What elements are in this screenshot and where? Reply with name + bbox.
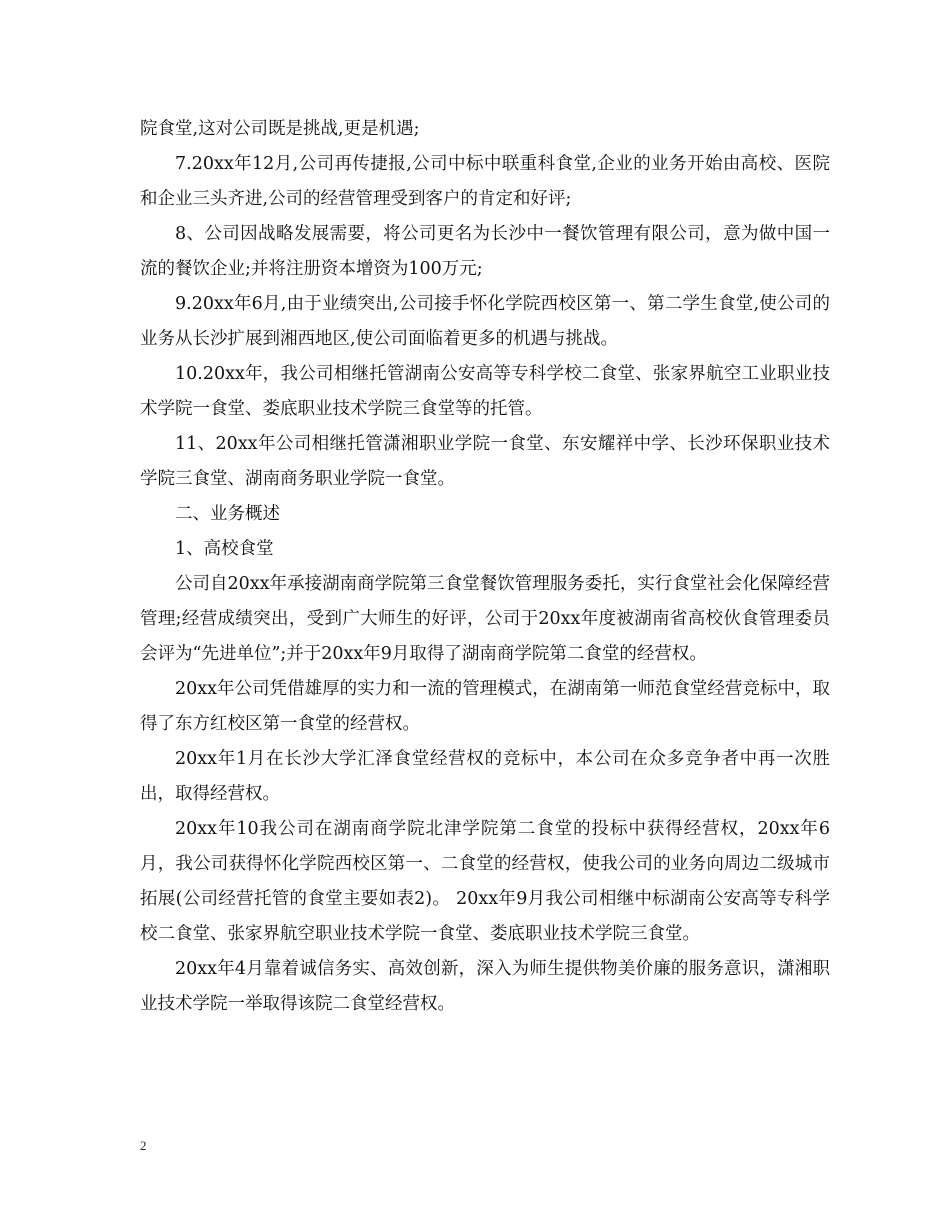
paragraph-item-10: 10.20xx年，我公司相继托管湖南公安高等专科学校二食堂、张家界航空工业职业技术学院一食堂、娄底职业技术学院三食堂等的托管。 bbox=[140, 364, 830, 419]
paragraph-body: 20xx年10我公司在湖南商学院北津学院第二食堂的投标中获得经营权，20xx年6月，我公司获得怀化学院西校区第一、二食堂的经营权，使我公司的业务向周边二级城市拓展(公司经营托管的食堂主要如表2)。 20xx年9月我公司相继中标湖南公安高等专科学校二食堂、张家界航空职业技术学院一食堂、娄底职业技术学院三食堂。 bbox=[140, 819, 830, 944]
paragraph-body: 20xx年公司凭借雄厚的实力和一流的管理模式，在湖南第一师范食堂经营竞标中，取得了东方红校区第一食堂的经营权。 bbox=[140, 679, 830, 734]
paragraph-item-8: 8、公司因战略发展需要，将公司更名为长沙中一餐饮管理有限公司，意为做中国一流的餐饮企业;并将注册资本增资为100万元; bbox=[140, 224, 830, 279]
paragraph-continuation: 院食堂,这对公司既是挑战,更是机遇; bbox=[140, 119, 420, 139]
document-body bbox=[140, 112, 830, 1022]
paragraph-item-9: 9.20xx年6月,由于业绩突出,公司接手怀化学院西校区第一、第二学生食堂,使公司的业务从长沙扩展到湘西地区,使公司面临着更多的机遇与挑战。 bbox=[140, 294, 830, 349]
paragraph-body: 20xx年1月在长沙大学汇泽食堂经营权的竞标中，本公司在众多竞争者中再一次胜出，取得经营权。 bbox=[140, 749, 830, 804]
paragraph-body: 20xx年4月靠着诚信务实、高效创新，深入为师生提供物美价廉的服务意识，潇湘职业技术学院一举取得该院二食堂经营权。 bbox=[140, 959, 830, 1014]
subsection-heading-university-canteens: 1、高校食堂 bbox=[175, 539, 274, 559]
paragraph-item-11: 11、20xx年公司相继托管潇湘职业学院一食堂、东安耀祥中学、长沙环保职业技术学院三食堂、湖南商务职业学院一食堂。 bbox=[140, 434, 830, 489]
paragraph-item-7: 7.20xx年12月,公司再传捷报,公司中标中联重科食堂,企业的业务开始由高校、医院和企业三头齐进,公司的经营管理受到客户的肯定和好评; bbox=[140, 154, 830, 209]
paragraph-body: 公司自20xx年承接湖南商学院第三食堂餐饮管理服务委托，实行食堂社会化保障经营管理;经营成绩突出，受到广大师生的好评，公司于20xx年度被湖南省高校伙食管理委员会评为“先进单位”;并于20xx年9月取得了湖南商学院第二食堂的经营权。 bbox=[140, 574, 830, 664]
section-heading-business-overview: 二、业务概述 bbox=[175, 504, 280, 524]
page-number: 2 bbox=[140, 1138, 147, 1153]
